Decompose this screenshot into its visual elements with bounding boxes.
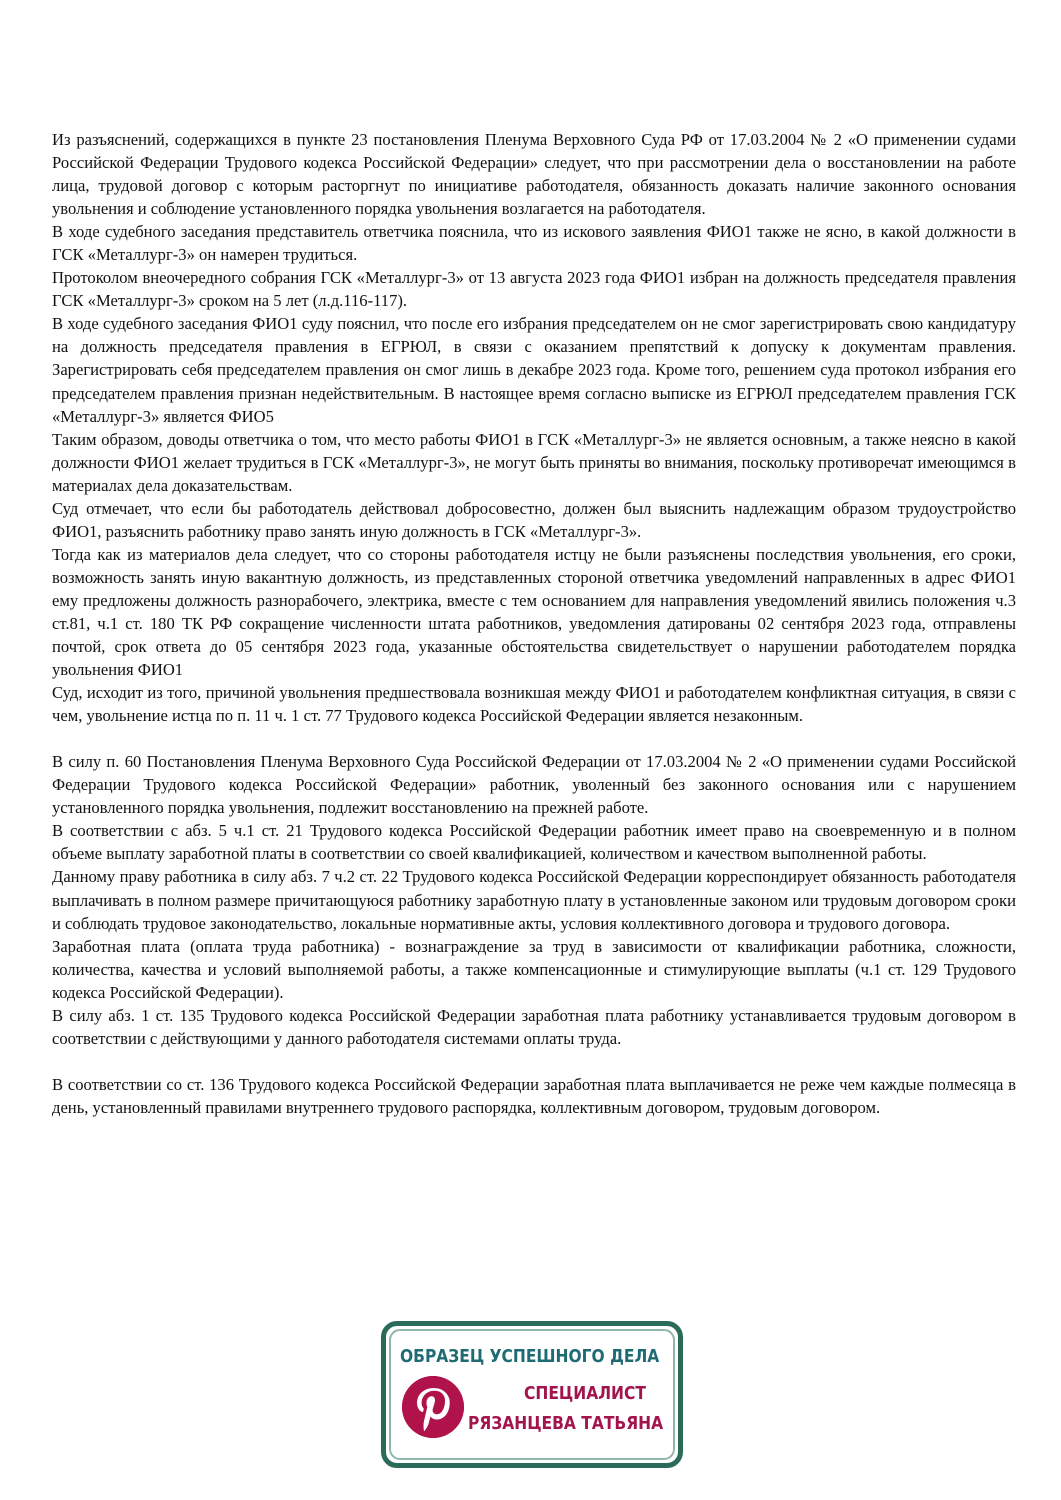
stamp-title: ОБРАЗЕЦ УСПЕШНОГО ДЕЛА: [400, 1346, 660, 1367]
paragraph: В силу п. 60 Постановления Пленума Верховного Суда Российской Федерации от 17.03.2004 № 2 «О применении судами Российской Федерации Трудового кодекса Российской Федерации» работник, уволенный без законного основания или с нарушением установленного порядка увольнения, подлежит восстановлению на прежней работе.: [52, 752, 1016, 818]
paragraph: В силу абз. 1 ст. 135 Трудового кодекса Российской Федерации заработная плата работнику устанавливается трудовым договором в соответствии с действующими у данного работодателя системами оплаты труда.: [52, 1005, 1016, 1048]
paragraph: В ходе судебного заседания представитель ответчика пояснила, что из искового заявления ФИО1 также не ясно, в какой должности в ГСК «Металлург-3» он намерен трудиться.: [52, 222, 1016, 265]
paragraph-gap: [52, 1050, 1016, 1073]
document-body: [52, 128, 1016, 1119]
paragraph: Из разъяснений, содержащихся в пункте 23 постановления Пленума Верховного Суда РФ от 17.03.2004 № 2 «О применении судами Российской Федерации Трудового кодекса Российской Федерации» следует, что при рассмотрении дела о восстановлении на работе лица, трудовой договор с которым расторгнут по инициативе работодателя, обязанность доказать наличие законного основания увольнения и соблюдение установленного порядка увольнения возлагается на работодателя.: [52, 130, 1016, 219]
paragraph: В соответствии с абз. 5 ч.1 ст. 21 Трудового кодекса Российской Федерации работник имеет право на своевременную и в полном объеме выплату заработной платы в соответствии со своей квалификацией, количеством и качеством выполненной работы.: [52, 821, 1016, 864]
paragraph: В соответствии со ст. 136 Трудового кодекса Российской Федерации заработная плата выплачивается не реже чем каждые полмесяца в день, установленный правилами внутреннего трудового распорядка, коллективным договором, трудовым договором.: [52, 1074, 1016, 1117]
paragraph: Таким образом, доводы ответчика о том, что место работы ФИО1 в ГСК «Металлург-3» не является основным, а также неясно в какой должности ФИО1 желает трудиться в ГСК «Металлург-3», не могут быть приняты во внимания, поскольку противоречат имеющимся в материалах дела доказательствам.: [52, 429, 1016, 495]
paragraph: В ходе судебного заседания ФИО1 суду пояснил, что после его избрания председателем он не смог зарегистрировать свою кандидатуру на должность председателя правления в ЕГРЮЛ, в связи с оказанием препятствий к допуску к документам правления. Зарегистрировать себя председателем правления он смог лишь в декабре 2023 года. Кроме того, решением суда протокол избрания его председателем правления признан недействительным. В настоящее время согласно выписке из ЕГРЮЛ председателем правления ГСК «Металлург-3» является ФИО5: [52, 314, 1016, 426]
paragraph: Суд отмечает, что если бы работодатель действовал добросовестно, должен был выяснить надлежащим образом трудоустройство ФИО1, разъяснить работнику право занять иную должность в ГСК «Металлург-3».: [52, 498, 1016, 541]
paragraph: Суд, исходит из того, причиной увольнения предшествовала возникшая между ФИО1 и работодателем конфликтная ситуация, в связи с чем, увольнение истца по п. 11 ч. 1 ст. 77 Трудового кодекса Российской Федерации является незаконным.: [52, 683, 1016, 726]
stamp-subtitle: СПЕЦИАЛИСТ: [524, 1383, 646, 1404]
paragraph: Тогда как из материалов дела следует, что со стороны работодателя истцу не были разъяснены последствия увольнения, его сроки, возможность занять иную вакантную должность, из представленных стороной ответчика уведомлений направленных в адрес ФИО1 ему предложены должность разнорабочего, электрика, вместе с тем основанием для направления уведомлений явились положения ч.3 ст.81, ч.1 ст. 180 ТК РФ сокращение численности штата работников, уведомления датированы 02 сентября 2023 года, отправлены почтой, срок ответа до 05 сентября 2023 года, указанные обстоятельства свидетельствует о нарушении работодателем порядка увольнения ФИО1: [52, 544, 1016, 680]
paragraph: Данному праву работника в силу абз. 7 ч.2 ст. 22 Трудового кодекса Российской Федерации корреспондирует обязанность работодателя выплачивать в полном размере причитающуюся работнику заработную плату в установленные законом или трудовым договором сроки и соблюдать трудовое законодательство, локальные нормативные акты, условия коллективного договора и трудового договора.: [52, 867, 1016, 933]
watermark-stamp: [381, 1321, 683, 1468]
paragraph-gap: [52, 727, 1016, 750]
pinterest-icon: [402, 1376, 464, 1438]
stamp-author: РЯЗАНЦЕВА ТАТЬЯНА: [468, 1413, 664, 1434]
paragraph: Протоколом внеочередного собрания ГСК «Металлург-3» от 13 августа 2023 года ФИО1 избран на должность председателя правления ГСК «Металлург-3» сроком на 5 лет (л.д.116-117).: [52, 268, 1016, 311]
paragraph: Заработная плата (оплата труда работника) - вознаграждение за труд в зависимости от квалификации работника, сложности, количества, качества и условий выполняемой работы, а также компенсационные и стимулирующие выплаты (ч.1 ст. 129 Трудового кодекса Российской Федерации).: [52, 936, 1016, 1002]
